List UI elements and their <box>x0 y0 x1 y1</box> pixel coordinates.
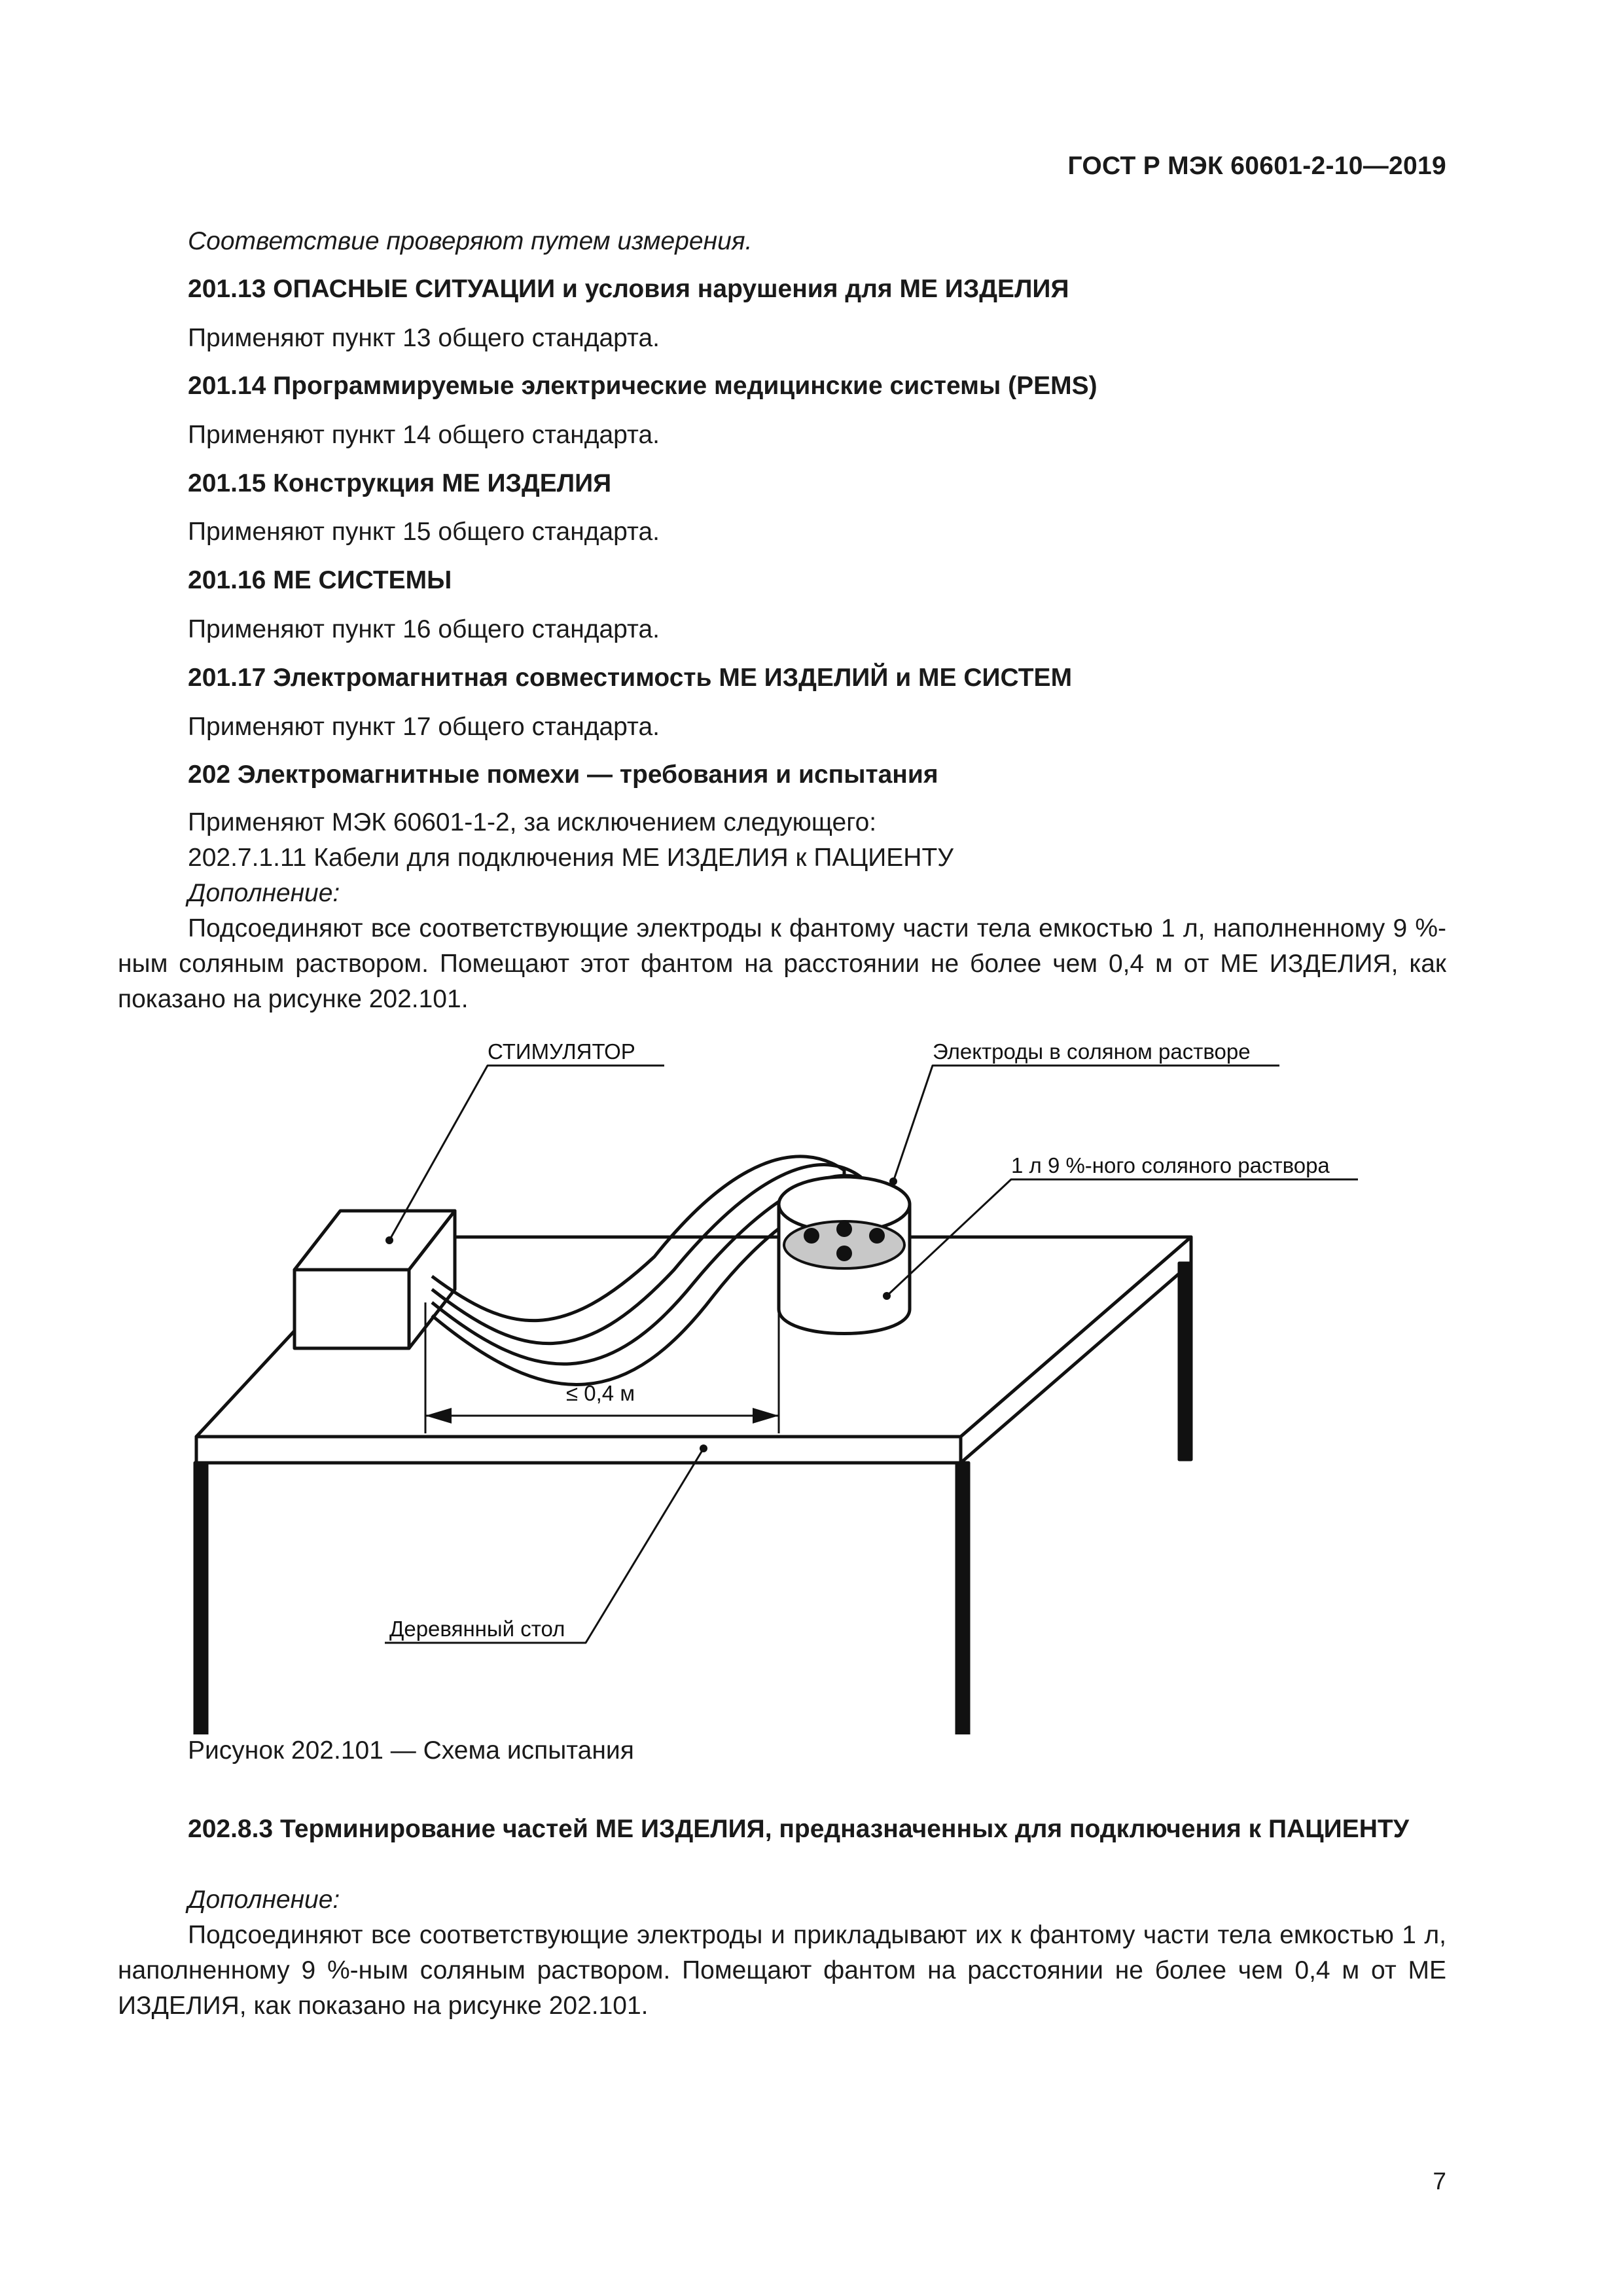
stimulator-box-front <box>294 1270 409 1348</box>
table-leg-front-left <box>195 1463 207 1734</box>
electrode-3 <box>869 1228 885 1244</box>
section-202-line-1: Применяют МЭК 60601-1-2, за исключением следующего: <box>188 808 877 836</box>
electrode-1 <box>804 1228 819 1244</box>
section-202-line-2: 202.7.1.11 Кабели для подключения МЕ ИЗДЕЛИЯ к ПАЦИЕНТУ <box>188 844 954 872</box>
label-distance: ≤ 0,4 м <box>566 1381 635 1405</box>
section-201-13-title: 201.13 ОПАСНЫЕ СИТУАЦИИ и условия нарушения для МЕ ИЗДЕЛИЯ <box>188 275 1069 303</box>
label-stimulator: СТИМУЛЯТОР <box>488 1039 635 1064</box>
electrode-2 <box>836 1221 852 1237</box>
leader-dot-solution <box>883 1292 891 1300</box>
section-201-14-text: Применяют пункт 14 общего стандарта. <box>188 421 660 449</box>
label-solution: 1 л 9 %-ного соляного раствора <box>1011 1153 1330 1177</box>
label-table: Деревянный стол <box>389 1617 565 1641</box>
label-electrodes: Электроды в соляном растворе <box>933 1039 1251 1064</box>
section-202-title: 202 Электромагнитные помехи — требования и испытания <box>188 761 938 789</box>
leader-dot-stimulator <box>385 1236 393 1244</box>
section-201-14-title: 201.14 Программируемые электрические медицинские системы (PEMS) <box>188 372 1097 400</box>
table-leg-back-right <box>1179 1263 1191 1460</box>
section-201-16-text: Применяют пункт 16 общего стандарта. <box>188 615 660 643</box>
standard-code-header: ГОСТ Р МЭК 60601-2-10—2019 <box>1067 152 1446 180</box>
leader-dot-electrodes <box>889 1177 897 1185</box>
section-202-8-3-paragraph: Подсоединяют все соответствующие электроды и прикладывают их к фантому части тела емкостью 1 л, наполненному 9 %-ным соляным раствором. Помещают фантом на расстоянии не более чем 0,4 м от МЕ ИЗДЕЛИЯ, как показано на рисунке 202.101. <box>118 1921 1446 2020</box>
page-number: 7 <box>1433 2168 1446 2195</box>
table-leg-front-right <box>957 1463 969 1734</box>
section-201-17-text: Применяют пункт 17 общего стандарта. <box>188 713 660 741</box>
section-201-13-text: Применяют пункт 13 общего стандарта. <box>188 324 660 352</box>
section-201-16-title: 201.16 МЕ СИСТЕМЫ <box>188 566 452 594</box>
section-202-8-3-addition: Дополнение: <box>188 1886 340 1914</box>
test-setup-figure <box>157 1008 1400 1734</box>
section-202-8-3-title: 202.8.3 Терминирование частей МЕ ИЗДЕЛИЯ, предназначенных для подключения к ПАЦИЕНТУ <box>188 1815 1409 1843</box>
electrode-4 <box>836 1246 852 1261</box>
figure-caption: Рисунок 202.101 — Схема испытания <box>188 1736 634 1765</box>
section-201-15-title: 201.15 Конструкция МЕ ИЗДЕЛИЯ <box>188 469 612 497</box>
compliance-note: Соответствие проверяют путем измерения. <box>188 227 753 255</box>
leader-table <box>385 1448 704 1643</box>
table-top-front-edge <box>196 1437 961 1463</box>
section-201-17-title: 201.17 Электромагнитная совместимость МЕ ИЗДЕЛИЙ и МЕ СИСТЕМ <box>188 664 1073 692</box>
section-202-paragraph: Подсоединяют все соответствующие электроды к фантому части тела емкостью 1 л, наполненному 9 %-ным соляным раствором. Помещают этот фантом на расстоянии не более чем 0,4 м от МЕ ИЗДЕЛИЯ, как показано на рисунке 202.101. <box>118 914 1446 1013</box>
leader-dot-table <box>700 1444 707 1452</box>
section-202-addition: Дополнение: <box>188 879 340 907</box>
section-201-15-text: Применяют пункт 15 общего стандарта. <box>188 518 660 546</box>
